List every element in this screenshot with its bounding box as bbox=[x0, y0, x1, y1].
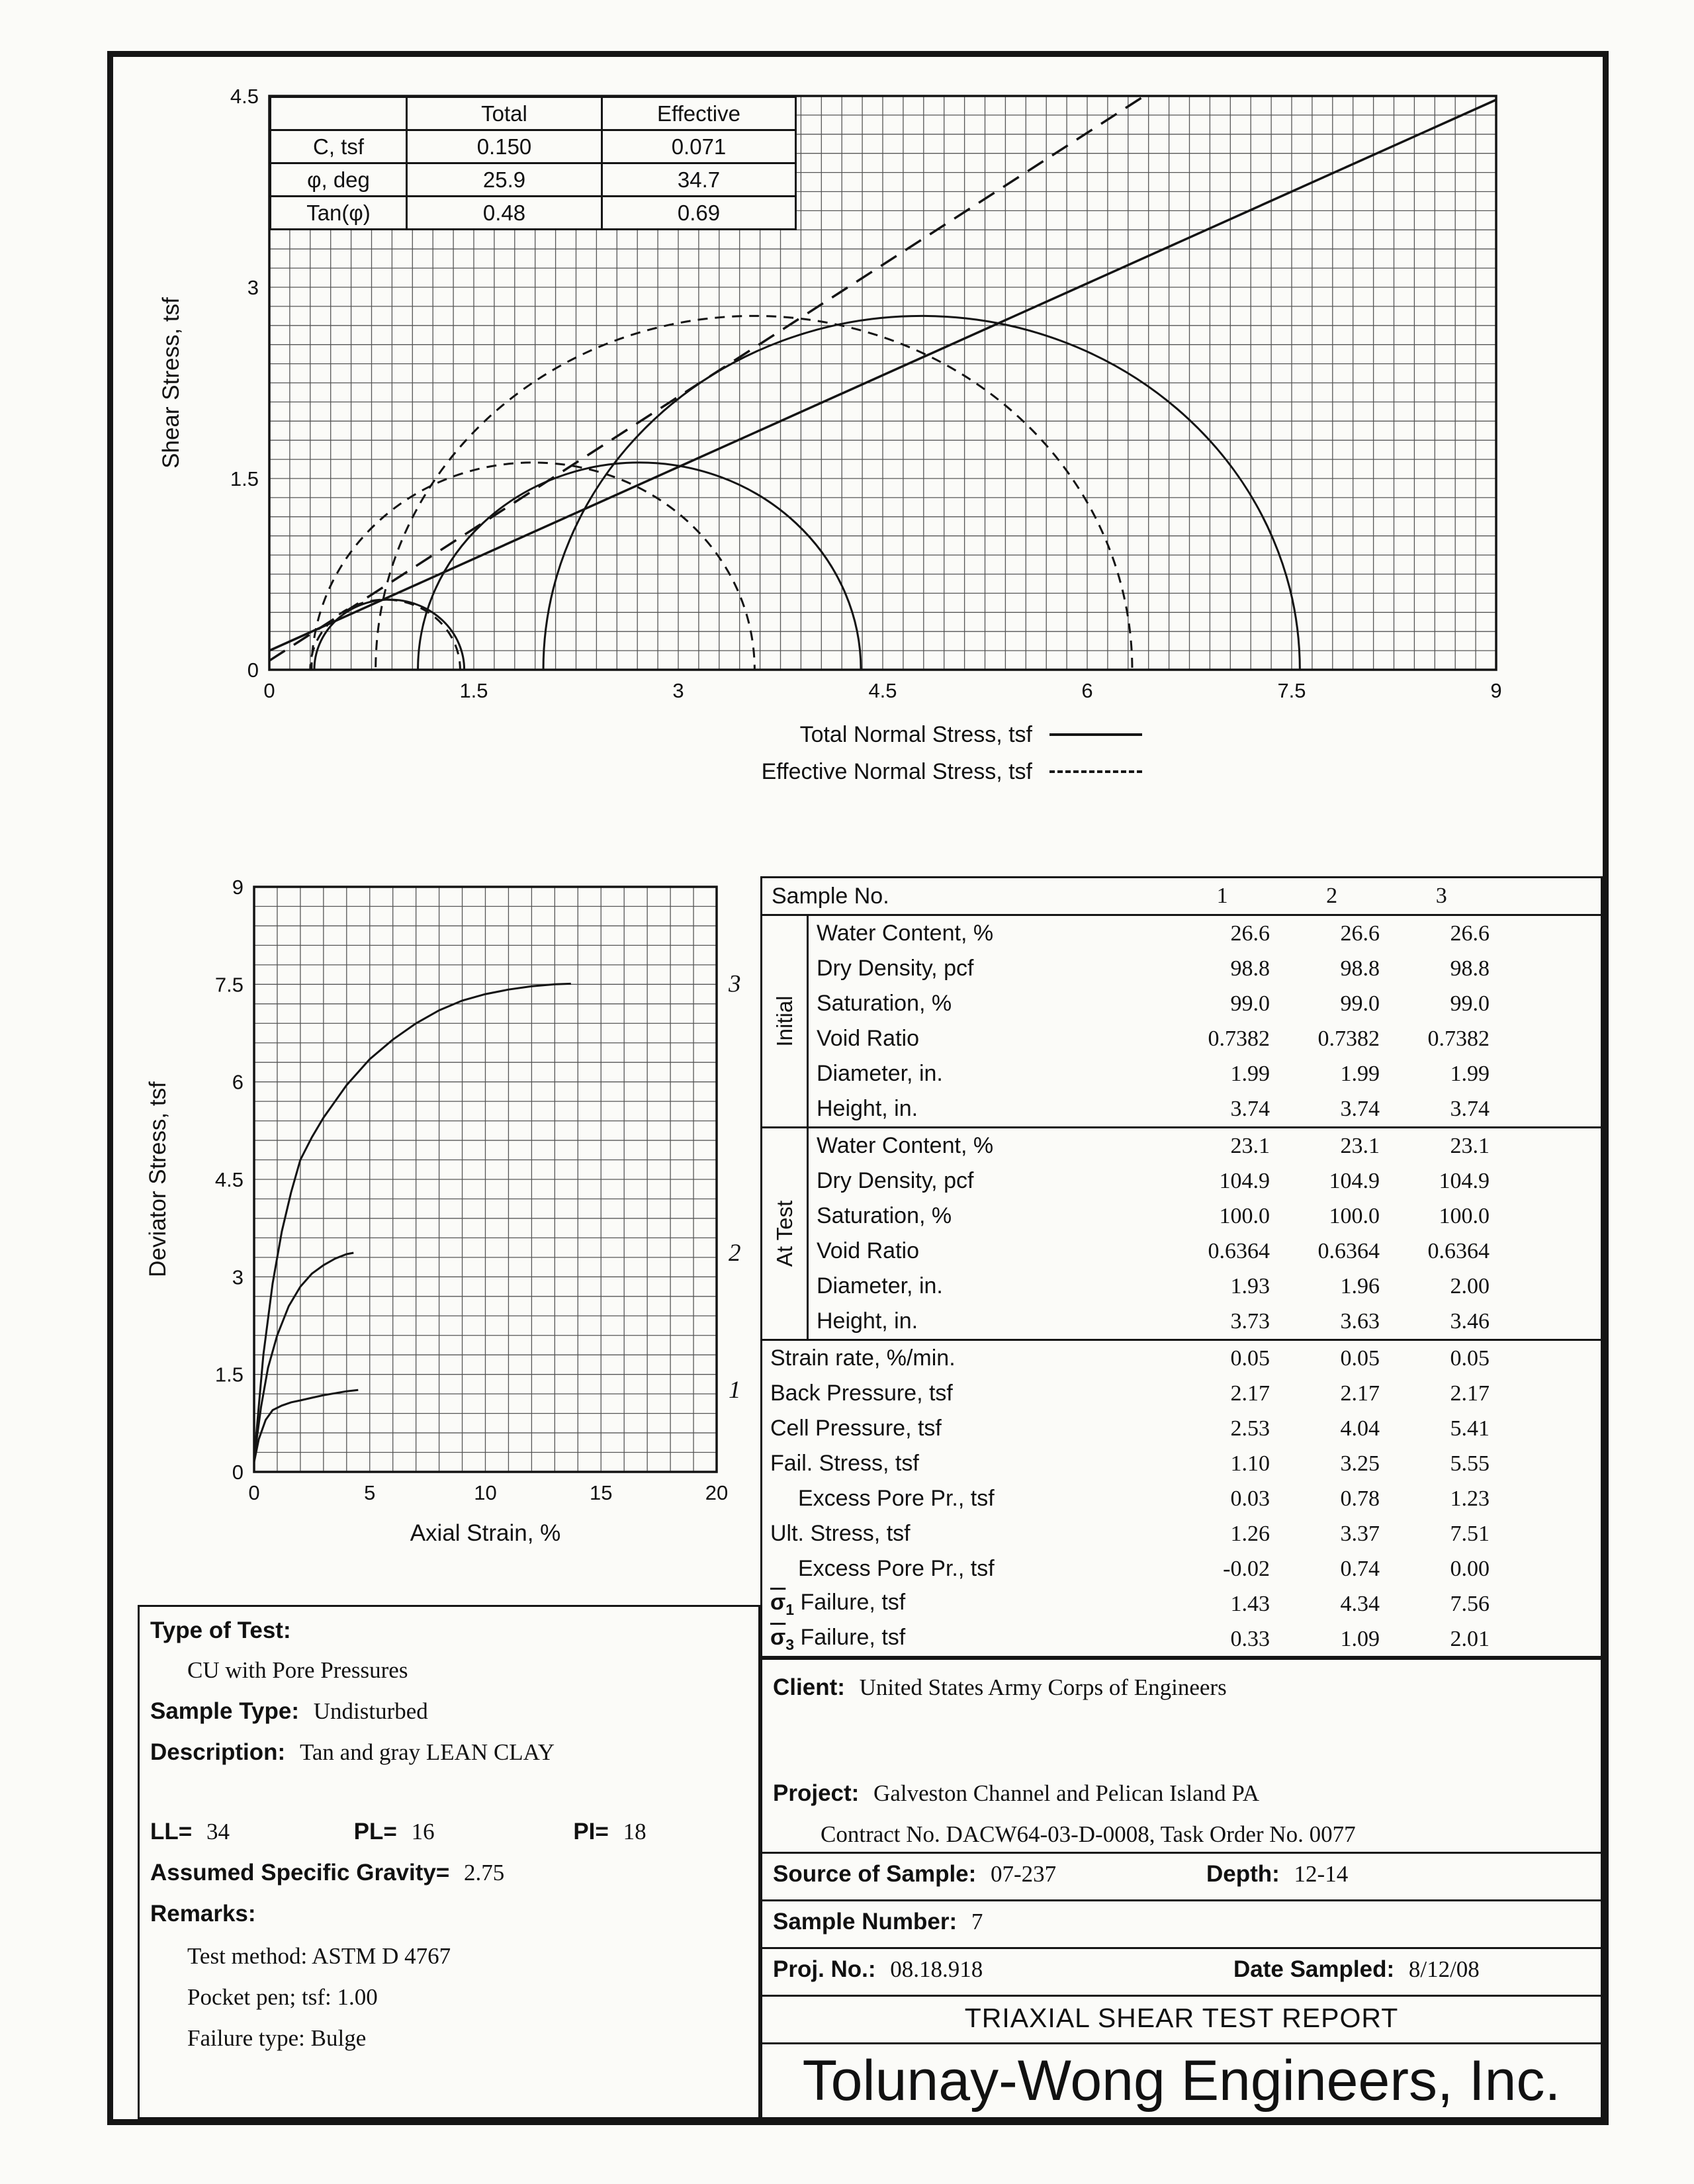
y-tick-label: 0 bbox=[247, 659, 259, 682]
sample-number-value: 7 bbox=[971, 1909, 983, 1934]
cell-value: 3.46 bbox=[1450, 1308, 1490, 1334]
row-label: Dry Density, pcf bbox=[817, 1168, 974, 1193]
cell-value: 98.8 bbox=[1230, 956, 1270, 981]
cell-value: 3.73 bbox=[1230, 1308, 1270, 1334]
cell-value: 1.26 bbox=[1230, 1521, 1270, 1546]
row-label: Dry Density, pcf bbox=[817, 956, 974, 981]
row-label: Height, in. bbox=[817, 1308, 918, 1334]
table-row bbox=[809, 1163, 1601, 1199]
table-row bbox=[809, 1056, 1601, 1091]
pi-value: 18 bbox=[623, 1819, 646, 1844]
table-row bbox=[762, 1446, 1601, 1481]
cell-value: 4.04 bbox=[1340, 1416, 1380, 1441]
section-group-cell bbox=[762, 1128, 809, 1339]
source-label: Source of Sample: bbox=[773, 1861, 977, 1887]
x-tick-label: 6 bbox=[1081, 679, 1093, 702]
row-label: C, tsf bbox=[271, 130, 407, 163]
remark-line: Test method: ASTM D 4767 bbox=[187, 1943, 451, 1969]
x-tick-label: 5 bbox=[364, 1481, 376, 1504]
table-row bbox=[762, 1341, 1601, 1376]
description-value: Tan and gray LEAN CLAY bbox=[299, 1739, 555, 1765]
sample-number-row bbox=[773, 1909, 983, 1935]
table-row bbox=[809, 1234, 1601, 1269]
divider bbox=[762, 1995, 1601, 1997]
cell-value: 3.74 bbox=[1450, 1096, 1490, 1121]
sample-table-section bbox=[762, 916, 1601, 1128]
sample-column-header: 1 bbox=[1216, 884, 1228, 908]
cell-value: 100.0 bbox=[1329, 1203, 1380, 1228]
cell-value: 0.6364 bbox=[1208, 1238, 1270, 1263]
cell-value: 1.99 bbox=[1230, 1061, 1270, 1086]
cell-value: 2.17 bbox=[1340, 1381, 1380, 1406]
row-label: Fail. Stress, tsf bbox=[770, 1451, 919, 1476]
cell-value: 1.99 bbox=[1450, 1061, 1490, 1086]
project-row bbox=[773, 1780, 1259, 1807]
cell-value: 104.9 bbox=[1329, 1168, 1380, 1193]
cell-value: 1.99 bbox=[1340, 1061, 1380, 1086]
cell-value: 2.17 bbox=[1230, 1381, 1270, 1406]
x-tick-label: 9 bbox=[1490, 679, 1502, 702]
row-label: Water Content, % bbox=[817, 921, 994, 946]
col-header-effective: Effective bbox=[602, 97, 796, 130]
cell-value: 5.41 bbox=[1450, 1416, 1490, 1441]
cell-value: 0.69 bbox=[602, 197, 796, 230]
cell-value: 0.6364 bbox=[1427, 1238, 1490, 1263]
legend-effective-row bbox=[662, 753, 1142, 790]
cell-value: 100.0 bbox=[1219, 1203, 1270, 1228]
cell-value: 23.1 bbox=[1450, 1133, 1490, 1158]
table-row bbox=[809, 1269, 1601, 1304]
cell-value: 0.00 bbox=[1450, 1556, 1490, 1581]
sample-table-section bbox=[762, 1128, 1601, 1341]
row-label: Tan(φ) bbox=[271, 197, 407, 230]
sample-no-label: Sample No. bbox=[772, 883, 889, 909]
x-tick-label: 1.5 bbox=[459, 679, 488, 702]
cell-value: 1.96 bbox=[1340, 1273, 1380, 1298]
project-info-box bbox=[760, 1658, 1603, 2119]
table-row bbox=[271, 97, 796, 130]
cell-value: 99.0 bbox=[1230, 991, 1270, 1016]
stress-strain-chart bbox=[107, 854, 776, 1565]
x-tick-label: 4.5 bbox=[868, 679, 897, 702]
cell-value: 34.7 bbox=[602, 163, 796, 197]
pi-label: PI= bbox=[573, 1819, 609, 1844]
solid-line-icon bbox=[1049, 733, 1142, 736]
cell-value: 104.9 bbox=[1439, 1168, 1490, 1193]
cell-value: 2.53 bbox=[1230, 1416, 1270, 1441]
contract-value: Contract No. DACW64-03-D-0008, Task Order No. 0077 bbox=[821, 1821, 1356, 1847]
cell-value: 0.05 bbox=[1450, 1345, 1490, 1371]
x-tick-label: 3 bbox=[672, 679, 684, 702]
cell-value: 0.071 bbox=[602, 130, 796, 163]
depth-row bbox=[1206, 1861, 1348, 1888]
cell-value: 0.05 bbox=[1230, 1345, 1270, 1371]
row-label: Excess Pore Pr., tsf bbox=[798, 1486, 995, 1511]
sigma-symbol: $\overline{\sigma}$ bbox=[770, 1624, 786, 1650]
cell-value: 5.55 bbox=[1450, 1451, 1490, 1476]
cell-value: 1.93 bbox=[1230, 1273, 1270, 1298]
divider bbox=[762, 1852, 1601, 1854]
y-tick-label: 9 bbox=[232, 876, 244, 899]
table-row bbox=[762, 1411, 1601, 1446]
cell-value: 2.01 bbox=[1450, 1626, 1490, 1651]
cell-value: 1.10 bbox=[1230, 1451, 1270, 1476]
curve-label-1: 1 bbox=[729, 1377, 741, 1404]
x-tick-label: 20 bbox=[705, 1481, 729, 1504]
divider bbox=[762, 1899, 1601, 1901]
row-label: Back Pressure, tsf bbox=[770, 1381, 953, 1406]
type-of-test-row bbox=[150, 1617, 291, 1644]
specific-gravity-row bbox=[150, 1860, 504, 1886]
client-value: United States Army Corps of Engineers bbox=[859, 1674, 1227, 1700]
table-row bbox=[271, 163, 796, 197]
remark-line: Pocket pen; tsf: 1.00 bbox=[187, 1984, 378, 2010]
cell-value: 1.43 bbox=[1230, 1591, 1270, 1616]
proj-no-label: Proj. No.: bbox=[773, 1956, 876, 1982]
pl-label: PL= bbox=[353, 1819, 397, 1844]
x-tick-label: 0 bbox=[248, 1481, 260, 1504]
contract-row bbox=[821, 1821, 1356, 1848]
cell-value: 0.03 bbox=[1230, 1486, 1270, 1511]
cell-value: 3.37 bbox=[1340, 1521, 1380, 1546]
date-sampled-label: Date Sampled: bbox=[1233, 1956, 1395, 1982]
x-tick-label: 15 bbox=[590, 1481, 613, 1504]
row-label: Water Content, % bbox=[817, 1133, 994, 1158]
client-label: Client: bbox=[773, 1674, 845, 1700]
table-row bbox=[809, 951, 1601, 986]
cell-value: 98.8 bbox=[1340, 956, 1380, 981]
cell-value: -0.02 bbox=[1223, 1556, 1270, 1581]
cell-value: 0.33 bbox=[1230, 1626, 1270, 1651]
sample-type-value: Undisturbed bbox=[313, 1698, 428, 1724]
pl-value: 16 bbox=[411, 1819, 435, 1844]
cell-value: 26.6 bbox=[1340, 921, 1380, 946]
x-tick-label: 10 bbox=[474, 1481, 497, 1504]
y-tick-label: 4.5 bbox=[214, 1168, 244, 1191]
row-label: φ, deg bbox=[271, 163, 407, 197]
depth-value: 12-14 bbox=[1294, 1861, 1349, 1887]
date-sampled-row bbox=[1233, 1956, 1480, 1983]
description-label: Description: bbox=[150, 1739, 286, 1765]
cell-value: 1.09 bbox=[1340, 1626, 1380, 1651]
sample-type-label: Sample Type: bbox=[150, 1698, 299, 1724]
dashed-line-icon bbox=[1049, 770, 1142, 773]
cell-value: 25.9 bbox=[407, 163, 602, 197]
cell-value: 104.9 bbox=[1219, 1168, 1270, 1193]
cell-value: 0.78 bbox=[1340, 1486, 1380, 1511]
y-tick-label: 6 bbox=[232, 1070, 244, 1094]
date-sampled-value: 8/12/08 bbox=[1408, 1956, 1480, 1982]
gravity-value: 2.75 bbox=[464, 1860, 505, 1886]
corner-cell bbox=[271, 97, 407, 130]
table-row bbox=[809, 916, 1601, 951]
y-tick-label: 3 bbox=[232, 1265, 244, 1289]
y-tick-label: 1.5 bbox=[214, 1363, 244, 1387]
cell-value: 0.48 bbox=[407, 197, 602, 230]
x-tick-label: 0 bbox=[263, 679, 275, 702]
section-rows bbox=[809, 1128, 1601, 1339]
cell-value: 0.7382 bbox=[1208, 1026, 1270, 1051]
cell-value: 7.51 bbox=[1450, 1521, 1490, 1546]
row-label: Ult. Stress, tsf bbox=[770, 1521, 911, 1546]
sigma-symbol: $\overline{\sigma}$ bbox=[770, 1589, 786, 1615]
cell-value: 0.74 bbox=[1340, 1556, 1380, 1581]
client-row bbox=[773, 1674, 1227, 1701]
cell-value: 4.34 bbox=[1340, 1591, 1380, 1616]
sample-column-header: 2 bbox=[1326, 884, 1338, 908]
legend-total-label: Total Normal Stress, tsf bbox=[799, 721, 1032, 747]
cell-value: 3.63 bbox=[1340, 1308, 1380, 1334]
gravity-label: Assumed Specific Gravity= bbox=[150, 1860, 450, 1886]
sample-column-header: 3 bbox=[1435, 884, 1447, 908]
row-label: $\overline{\sigma}_1$ Failure, tsf bbox=[770, 1589, 906, 1618]
y-axis-title: Deviator Stress, tsf bbox=[145, 1081, 171, 1277]
row-label: Void Ratio bbox=[817, 1026, 919, 1051]
sample-number-label: Sample Number: bbox=[773, 1909, 958, 1934]
project-value: Galveston Channel and Pelican Island PA bbox=[873, 1780, 1259, 1806]
table-row bbox=[809, 1091, 1601, 1126]
ll-value: 34 bbox=[206, 1819, 230, 1844]
row-label: Excess Pore Pr., tsf bbox=[798, 1556, 995, 1581]
cell-value: 2.17 bbox=[1450, 1381, 1490, 1406]
table-row bbox=[809, 1199, 1601, 1234]
legend-total-row bbox=[662, 716, 1142, 753]
sample-table-header bbox=[762, 878, 1601, 916]
proj-no-row bbox=[773, 1956, 983, 1983]
y-tick-label: 0 bbox=[232, 1461, 244, 1484]
y-tick-label: 1.5 bbox=[230, 467, 259, 490]
section-rows bbox=[809, 916, 1601, 1126]
col-header-total: Total bbox=[407, 97, 602, 130]
atterberg-limits-row bbox=[150, 1819, 646, 1845]
section-group-cell bbox=[762, 916, 809, 1126]
cell-value: 0.150 bbox=[407, 130, 602, 163]
grid bbox=[254, 887, 717, 1472]
cell-value: 26.6 bbox=[1230, 921, 1270, 946]
cell-value: 7.56 bbox=[1450, 1591, 1490, 1616]
cell-value: 23.1 bbox=[1230, 1133, 1270, 1158]
y-tick-label: 3 bbox=[247, 276, 259, 299]
table-row bbox=[762, 1586, 1601, 1621]
cell-value: 23.1 bbox=[1340, 1133, 1380, 1158]
table-row bbox=[809, 986, 1601, 1021]
stress-strain-curve-3 bbox=[254, 983, 571, 1459]
row-label: Saturation, % bbox=[817, 991, 952, 1016]
ll-label: LL= bbox=[150, 1819, 193, 1844]
sample-type-row bbox=[150, 1698, 428, 1725]
row-label: $\overline{\sigma}_3$ Failure, tsf bbox=[770, 1624, 906, 1653]
sample-data-table bbox=[760, 876, 1603, 1658]
mohr-legend bbox=[662, 716, 1142, 790]
cell-value: 3.74 bbox=[1230, 1096, 1270, 1121]
table-row bbox=[762, 1516, 1601, 1551]
strength-params-table bbox=[269, 96, 797, 230]
divider bbox=[762, 1947, 1601, 1949]
cell-value: 3.74 bbox=[1340, 1096, 1380, 1121]
test-info-box bbox=[138, 1605, 760, 2119]
stress-strain-curve-2 bbox=[254, 1253, 353, 1459]
cell-value: 26.6 bbox=[1450, 921, 1490, 946]
row-label: Saturation, % bbox=[817, 1203, 952, 1228]
cell-value: 1.23 bbox=[1450, 1486, 1490, 1511]
type-of-test-value: CU with Pore Pressures bbox=[187, 1657, 408, 1683]
table-row bbox=[809, 1021, 1601, 1056]
project-label: Project: bbox=[773, 1780, 860, 1806]
curve-label-2: 2 bbox=[729, 1239, 741, 1267]
y-tick-label: 7.5 bbox=[214, 973, 244, 997]
cell-value: 98.8 bbox=[1450, 956, 1490, 981]
company-name: Tolunay-Wong Engineers, Inc. bbox=[802, 2048, 1561, 2113]
table-row bbox=[762, 1551, 1601, 1586]
depth-label: Depth: bbox=[1206, 1861, 1280, 1887]
cell-value: 2.00 bbox=[1450, 1273, 1490, 1298]
x-axis-title: Axial Strain, % bbox=[410, 1520, 561, 1546]
x-tick-label: 7.5 bbox=[1277, 679, 1306, 702]
report-title: TRIAXIAL SHEAR TEST REPORT bbox=[964, 2003, 1399, 2033]
y-tick-label: 4.5 bbox=[230, 85, 259, 108]
row-label: Cell Pressure, tsf bbox=[770, 1416, 942, 1441]
row-label: Diameter, in. bbox=[817, 1061, 943, 1086]
description-row bbox=[150, 1739, 555, 1766]
row-label: Diameter, in. bbox=[817, 1273, 943, 1298]
cell-value: 0.6364 bbox=[1317, 1238, 1380, 1263]
table-row bbox=[809, 1304, 1601, 1339]
row-label: Strain rate, %/min. bbox=[770, 1345, 956, 1371]
remarks-row bbox=[150, 1901, 256, 1927]
curve-label-3: 3 bbox=[729, 970, 741, 998]
remark-line: Failure type: Bulge bbox=[187, 2025, 367, 2051]
source-of-sample-row bbox=[773, 1861, 1056, 1888]
table-row bbox=[762, 1621, 1601, 1657]
cell-value: 0.7382 bbox=[1317, 1026, 1380, 1051]
remarks-label: Remarks: bbox=[150, 1901, 256, 1927]
cell-value: 0.05 bbox=[1340, 1345, 1380, 1371]
y-axis-title: Shear Stress, tsf bbox=[158, 297, 184, 469]
row-label: Void Ratio bbox=[817, 1238, 919, 1263]
table-row bbox=[809, 1128, 1601, 1163]
section-group-label: At Test bbox=[772, 1200, 797, 1267]
stress-strain-curve-1 bbox=[254, 1390, 358, 1462]
cell-value: 3.25 bbox=[1340, 1451, 1380, 1476]
source-value: 07-237 bbox=[991, 1861, 1057, 1887]
cell-value: 99.0 bbox=[1450, 991, 1490, 1016]
proj-no-value: 08.18.918 bbox=[890, 1956, 983, 1982]
cell-value: 0.7382 bbox=[1427, 1026, 1490, 1051]
table-row bbox=[762, 1481, 1601, 1516]
table-row bbox=[271, 130, 796, 163]
cell-value: 100.0 bbox=[1439, 1203, 1490, 1228]
table-row bbox=[762, 1376, 1601, 1411]
legend-effective-label: Effective Normal Stress, tsf bbox=[761, 758, 1032, 784]
type-of-test-label: Type of Test: bbox=[150, 1617, 291, 1643]
row-label: Height, in. bbox=[817, 1096, 918, 1121]
section-group-label: Initial bbox=[772, 995, 797, 1047]
cell-value: 99.0 bbox=[1340, 991, 1380, 1016]
table-row bbox=[271, 197, 796, 230]
